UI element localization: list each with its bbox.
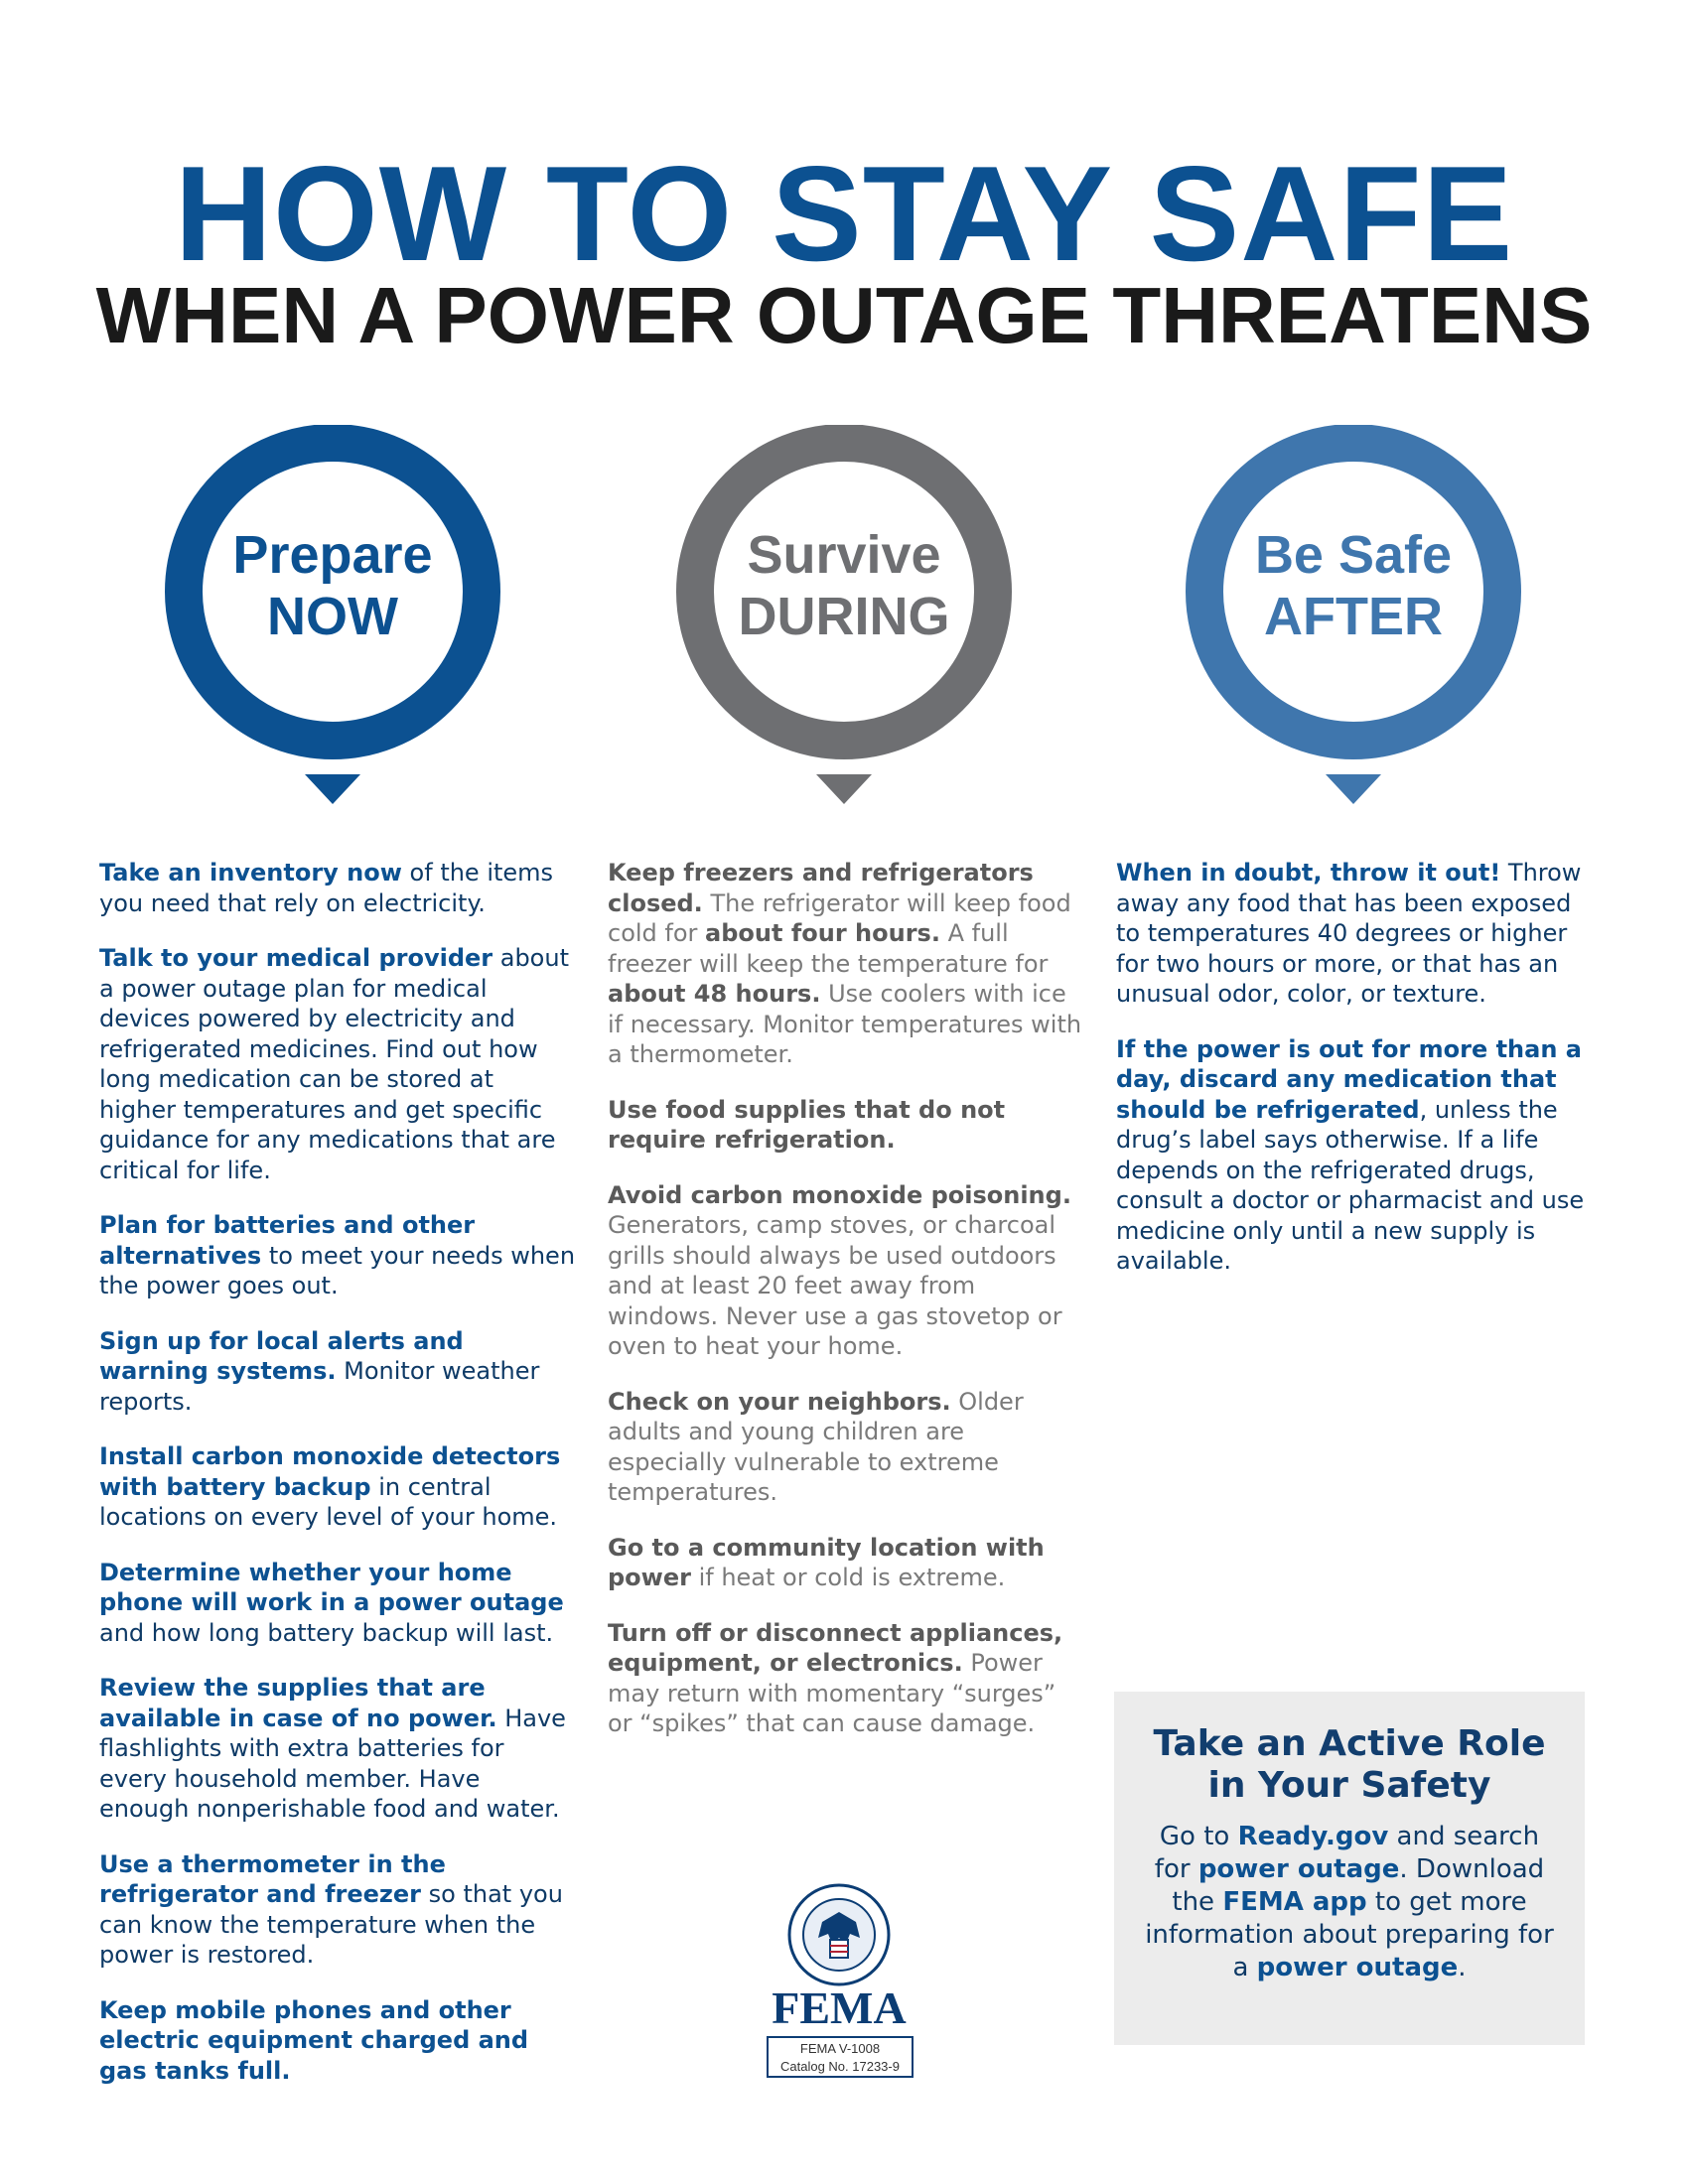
tip-paragraph: Use food supplies that do not require refrigeration. (608, 1095, 1006, 1154)
prepare-column (99, 858, 576, 2111)
cta-body: Go to Ready.gov and search for power outage. Download the FEMA app to get more information about preparing for a power outage. (1145, 1822, 1554, 1982)
page-title: HOW TO STAY SAFE (174, 138, 1514, 289)
after-column (1116, 858, 1593, 1301)
tip-paragraph: Talk to your medical provider about a power outage plan for medical devices powered by electricity and refrigerated medicines. Find out how long medication can be stored at higher temperatures and get specific guidance for any medications that are critical for life. (99, 944, 569, 1184)
dhs-seal-icon (778, 1882, 900, 1987)
tip-paragraph: If the power is out for more than a day, discard any medication that should be refrigerated, unless the drug’s label says otherwise. If a life depends on the refrigerated drugs, consult a doctor or pharmacist and use medicine only until a new supply is available. (1116, 1034, 1585, 1275)
circle-line-2: AFTER (1264, 587, 1443, 646)
fema-wordmark: FEMA (772, 1982, 907, 2033)
catalog-box (767, 2036, 914, 2078)
tip-paragraph: Determine whether your home phone will work in a power outage and how long battery backup will last. (99, 1558, 564, 1647)
circle-line-2: NOW (267, 587, 398, 646)
circle-line-1: Be Safe (1254, 525, 1453, 585)
tip-paragraph: Sign up for local alerts and warning systems. Monitor weather reports. (99, 1326, 540, 1416)
tip-paragraph: Take an inventory now of the items you need that rely on electricity. (99, 859, 554, 917)
tip-paragraph: Keep mobile phones and other electric equipment charged and gas tanks full. (99, 1995, 529, 2085)
call-to-action-box (1114, 1692, 1585, 2045)
tip-paragraph: Avoid carbon monoxide poisoning. Generators, camp stoves, or charcoal grills should always be used outdoors and at least 20 feet away from windows. Never use a gas stovetop or oven to heat your home. (608, 1180, 1071, 1360)
tip-paragraph: Check on your neighbors. Older adults and young children are especially vulnerable to extreme temperatures. (608, 1387, 1024, 1506)
survive-during-badge (665, 425, 1023, 814)
tip-paragraph: Use a thermometer in the refrigerator and freezer so that you can know the temperature when the power is restored. (99, 1849, 563, 1969)
fema-code: FEMA V-1008 (799, 2041, 881, 2056)
cta-title: Take an Active Role in Your Safety (1153, 1723, 1546, 1806)
fema-app-link[interactable]: FEMA app (1222, 1887, 1367, 1917)
tip-paragraph: When in doubt, throw it out! Throw away any food that has been exposed to temperatures 40 degrees or higher for two hours or more, or that has an unusual odor, color, or texture. (1116, 859, 1582, 1008)
tip-paragraph: Turn off or disconnect appliances, equipment, or electronics. Power may return with momentary “surges” or “spikes” that can cause damage. (608, 1618, 1063, 1737)
circle-line-1: Prepare (232, 525, 433, 585)
prepare-now-badge (154, 425, 511, 814)
tip-paragraph: Keep freezers and refrigerators closed. The refrigerator will keep food cold for about four hours. A full freezer will keep the temperature for about 48 hours. Use coolers with ice if necessary. Monitor temperatures with a thermometer. (608, 859, 1082, 1068)
ready-gov-link[interactable]: Ready.gov (1237, 1822, 1389, 1851)
tip-paragraph: Plan for batteries and other alternatives to meet your needs when the power goes out. (99, 1211, 576, 1299)
tip-paragraph: Install carbon monoxide detectors with battery backup in central locations on every level of your home. (99, 1442, 561, 1531)
page-subtitle: WHEN A POWER OUTAGE THREATENS (95, 271, 1593, 359)
circle-line-1: Survive (747, 525, 941, 585)
circle-line-2: DURING (738, 587, 950, 646)
survive-column (608, 858, 1084, 1764)
tip-paragraph: Go to a community location with power if heat or cold is extreme. (608, 1533, 1045, 1591)
tip-paragraph: Review the supplies that are available in case of no power. Have flashlights with extra batteries for every household member. Have enough nonperishable food and water. (99, 1674, 566, 1823)
catalog-number: Catalog No. 17233-9 (780, 2059, 900, 2074)
be-safe-after-badge (1175, 425, 1532, 814)
